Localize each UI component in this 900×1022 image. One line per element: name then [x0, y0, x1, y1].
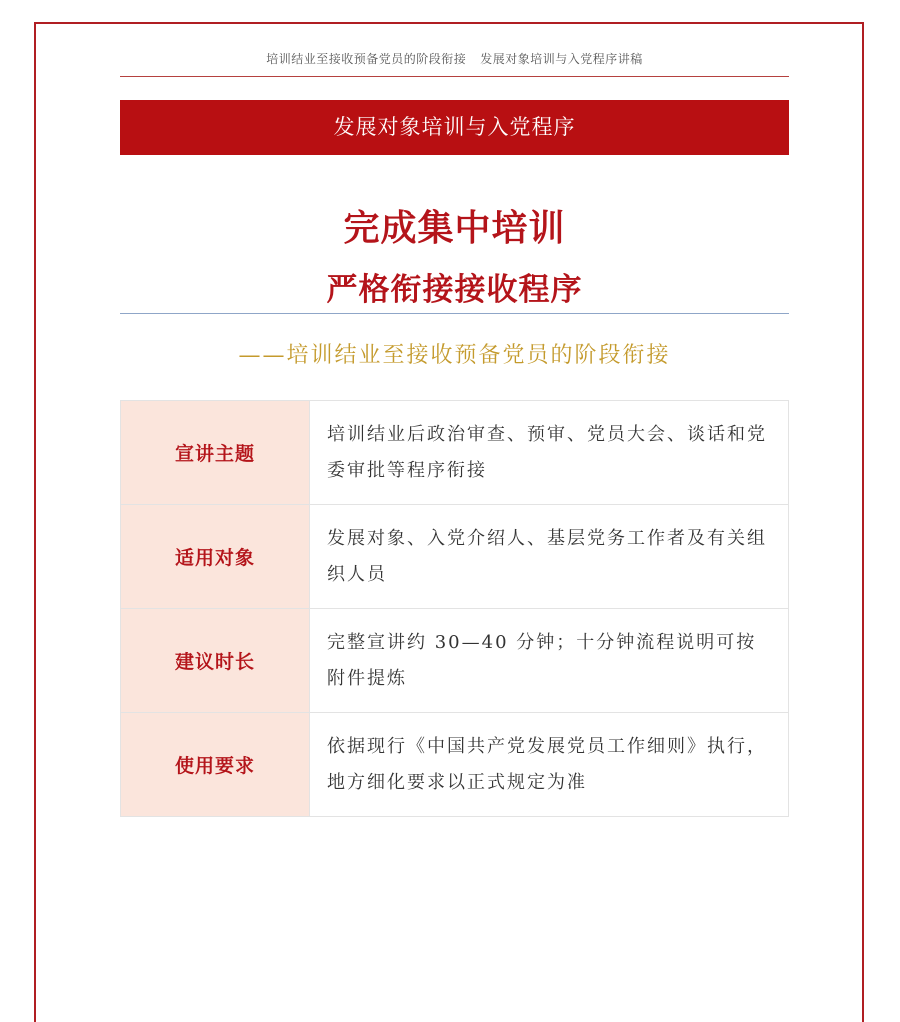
page-title: 完成集中培训 — [343, 208, 566, 249]
section-banner: 发展对象培训与入党程序 — [120, 100, 789, 155]
header-divider — [120, 76, 789, 77]
row-label: 建议时长 — [121, 609, 310, 713]
stage-subtitle: ——培训结业至接收预备党员的阶段衔接 — [238, 343, 671, 368]
row-value: 培训结业后政治审查、预审、党员大会、谈话和党委审批等程序衔接 — [310, 401, 789, 505]
title-divider — [120, 313, 789, 314]
row-value: 发展对象、入党介绍人、基层党务工作者及有关组织人员 — [310, 505, 789, 609]
row-value: 依据现行《中国共产党发展党员工作细则》执行，地方细化要求以正式规定为准 — [310, 713, 789, 817]
table-row — [121, 401, 789, 505]
running-header — [120, 50, 789, 67]
page-subtitle-heading: 严格衔接接收程序 — [326, 272, 583, 308]
table-row — [121, 609, 789, 713]
running-header-left: 培训结业至接收预备党员的阶段衔接 — [266, 52, 467, 66]
table-row — [121, 713, 789, 817]
running-header-right: 发展对象培训与入党程序讲稿 — [480, 52, 643, 66]
row-label: 使用要求 — [121, 713, 310, 817]
table-row — [121, 505, 789, 609]
info-table — [120, 400, 789, 817]
row-value: 完整宣讲约 30—40 分钟；十分钟流程说明可按附件提炼 — [310, 609, 789, 713]
row-label: 宣讲主题 — [121, 401, 310, 505]
row-label: 适用对象 — [121, 505, 310, 609]
